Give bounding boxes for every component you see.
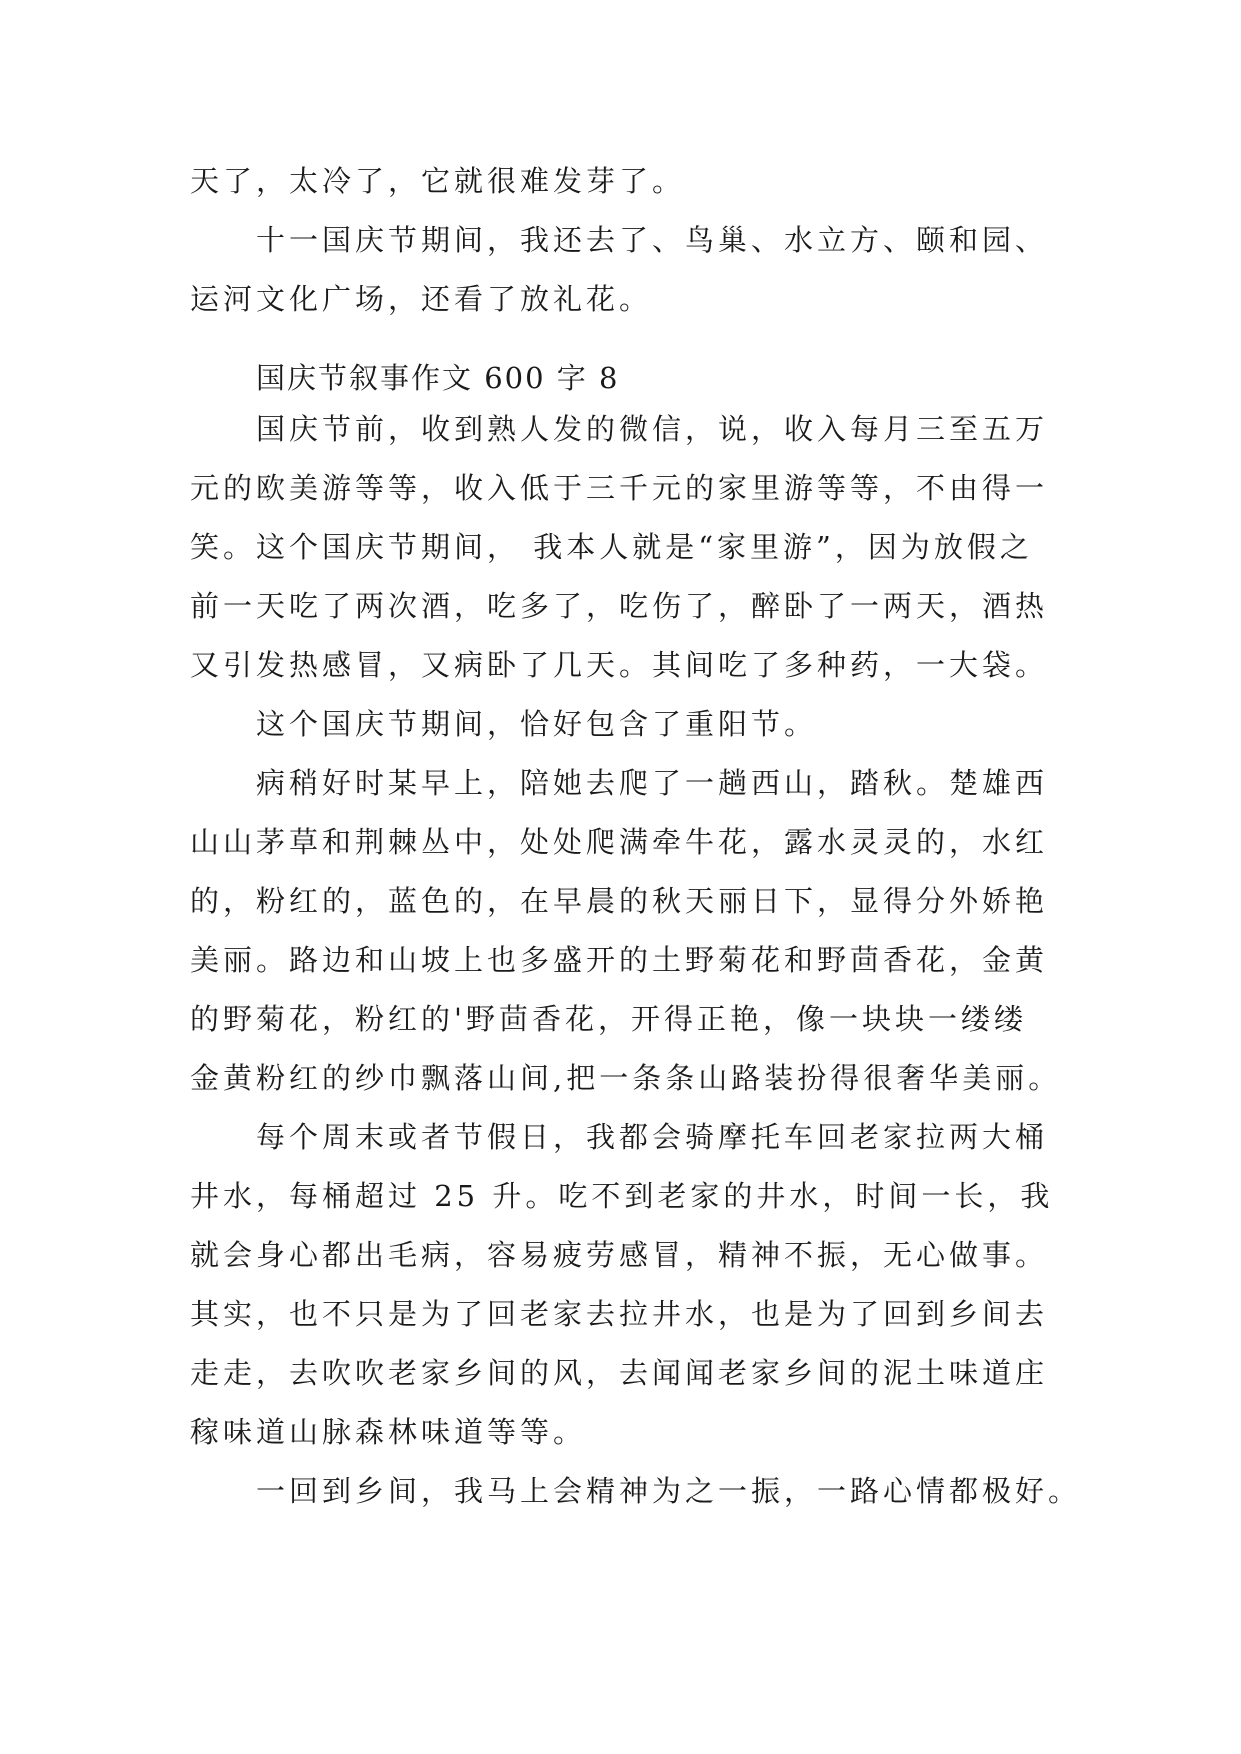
text-line: 其实，也不只是为了回老家去拉井水，也是为了回到乡间去 [190,1297,1049,1331]
paragraph-start-line: 这个国庆节期间，恰好包含了重阳节。 [256,707,818,741]
text-line: 的野菊花，粉红的'野茴香花，开得正艳，像一块块一缕缕 [190,1002,1027,1036]
text-line: 井水，每桶超过 25 升。吃不到老家的井水，时间一长，我 [190,1179,1054,1213]
text-line: 前一天吃了两次酒，吃多了，吃伤了，醉卧了一两天，酒热 [190,589,1049,623]
text-line: 山山茅草和荆棘丛中，处处爬满牵牛花，露水灵灵的，水红 [190,825,1049,859]
text-line: 元的欧美游等等，收入低于三千元的家里游等等，不由得一 [190,471,1049,505]
text-line: 金黄粉红的纱巾飘落山间,把一条条山路装扮得很奢华美丽。 [190,1061,1062,1095]
text-line: 天了，太冷了，它就很难发芽了。 [190,164,686,198]
text-line: 走走，去吹吹老家乡间的风，去闻闻老家乡间的泥土味道庄 [190,1356,1049,1390]
text-line: 又引发热感冒，又病卧了几天。其间吃了多种药，一大袋。 [190,648,1049,682]
text-line: 稼味道山脉森林味道等等。 [190,1415,587,1449]
text-line: 的，粉红的，蓝色的，在早晨的秋天丽日下，显得分外娇艳 [190,884,1049,918]
text-block-main [190,400,1082,1521]
section-heading: 国庆节叙事作文 600 字 8 [256,361,620,395]
paragraph-start-line: 每个周末或者节假日，我都会骑摩托车回老家拉两大桶 [256,1120,1049,1154]
text-line: 美丽。路边和山坡上也多盛开的土野菊花和野茴香花，金黄 [190,943,1049,977]
paragraph-start-line: 病稍好时某早上，陪她去爬了一趟西山，踏秋。楚雄西 [256,766,1049,800]
paragraph-start-line: 十一国庆节期间，我还去了、鸟巢、水立方、颐和园、 [256,223,1049,257]
text-block-top [190,152,1070,329]
text-line: 就会身心都出毛病，容易疲劳感冒，精神不振，无心做事。 [190,1238,1049,1272]
paragraph-start-line: 一回到乡间，我马上会精神为之一振，一路心情都极好。 [256,1474,1082,1508]
text-line: 运河文化广场，还看了放礼花。 [190,282,653,316]
text-line: 笑。这个国庆节期间， 我本人就是“家里游”，因为放假之 [190,530,1033,564]
paragraph-start-line: 国庆节前，收到熟人发的微信，说，收入每月三至五万 [256,412,1049,446]
